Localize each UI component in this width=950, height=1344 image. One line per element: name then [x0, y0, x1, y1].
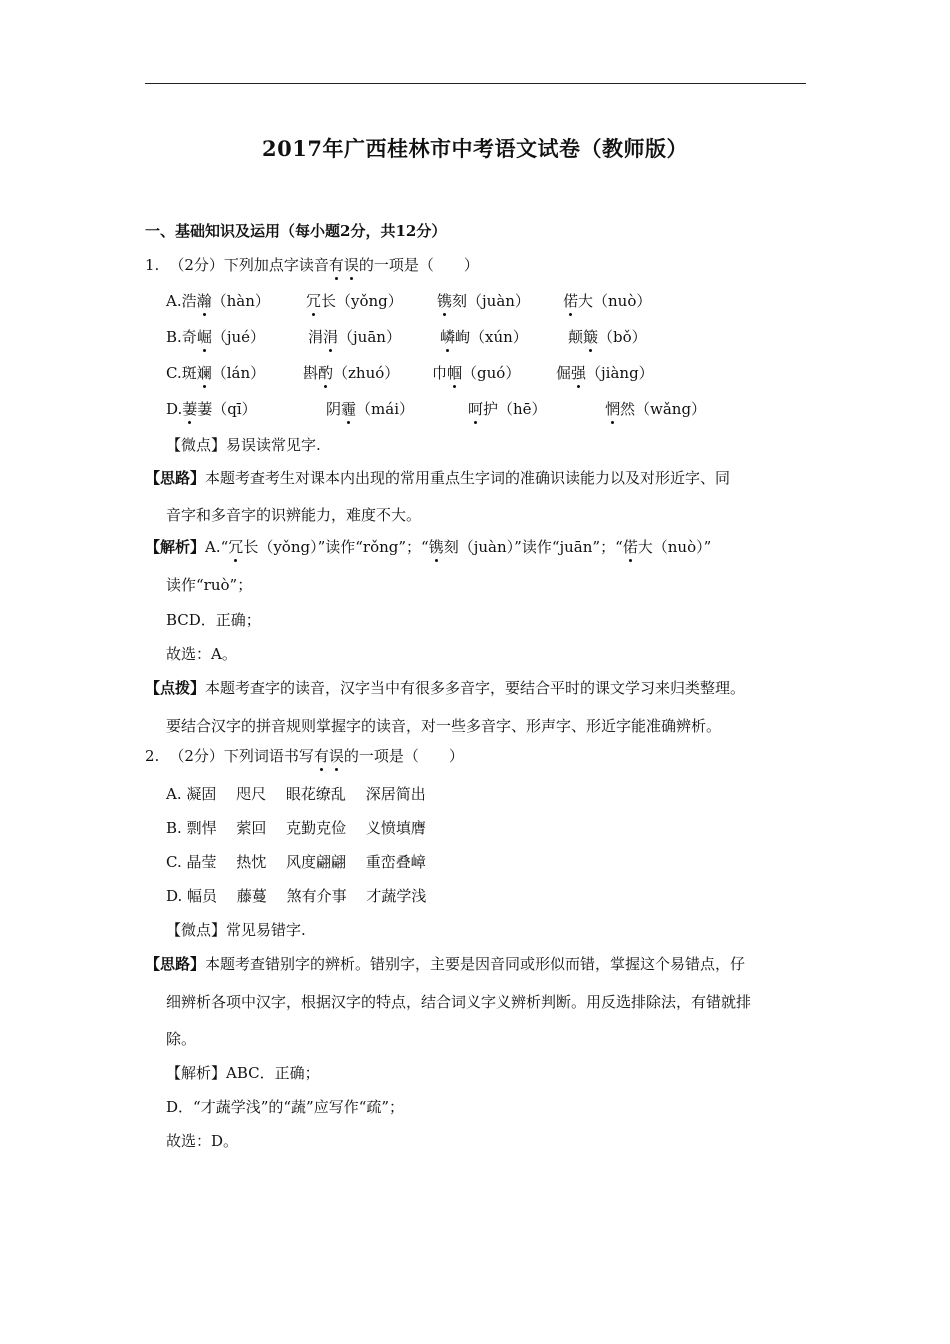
- option-label: D.: [166, 400, 183, 418]
- q1-weidian: 【微点】易误读常见字.: [166, 436, 321, 454]
- option-term: 偌大（nuò）: [563, 292, 652, 310]
- question-number: 1.: [145, 256, 160, 274]
- q1-dianbo: 【点拨】本题考查字的读音，汉字当中有很多多音字，要结合平时的课文学习来归类整理。: [145, 679, 746, 697]
- option-term: 嶙峋（xún）: [440, 328, 528, 346]
- q2-silu-cont: 细辨析各项中汉字，根据汉字的特点，结合词义字义辨析判断。用反选排除法，有错就排: [166, 993, 752, 1011]
- page-title: 2017年广西桂林市中考语文试卷（教师版）: [262, 136, 688, 161]
- option-term: 倔强（jiàng）: [556, 364, 654, 382]
- q2-silu: 【思路】本题考查错别字的辨析。错别字，主要是因音同或形似而错，掌握这个易错点，仔: [145, 955, 746, 973]
- question-score: （2分）: [169, 747, 224, 765]
- q2-option-c: C. 晶莹 热忱 风度翩翩 重峦叠嶂: [166, 853, 426, 871]
- q1-jiexi: 【解析】A.“冗长（yǒng）”读作“rǒng”；“镌刻（juàn）”读作“juān”；“偌大（nuò）”: [145, 538, 712, 556]
- q2-jiexi-d: D．“才蔬学浅”的“蔬”应写作“疏”；: [166, 1098, 405, 1116]
- option-term: 涓涓（juān）: [308, 328, 401, 346]
- q1-silu-cont: 音字和多音字的识辨能力，难度不大。: [166, 506, 422, 524]
- q1-silu: 【思路】本题考查考生对课本内出现的常用重点生字词的准确识读能力以及对形近字、同: [145, 469, 731, 487]
- question-2-stem: 2. （2分）下列词语书写有误的一项是（ ）: [145, 747, 464, 765]
- question-1-stem: 1. （2分）下列加点字读音有误的一项是（ ）: [145, 256, 479, 274]
- q2-weidian: 【微点】常见易错字.: [166, 921, 306, 939]
- q2-answer: 故选：D。: [166, 1132, 239, 1150]
- question-score: （2分）: [169, 256, 224, 274]
- q1-dianbo-cont: 要结合汉字的拼音规则掌握字的读音，对一些多音字、形声字、形近字能准确辨析。: [166, 717, 722, 735]
- q2-option-a: A. 凝固 咫尺 眼花缭乱 深居简出: [166, 785, 426, 803]
- option-term: B.奇崛（jué）: [166, 328, 266, 346]
- option-term: 颠簸（bǒ）: [568, 328, 647, 346]
- option-term: D.萋萋（qī）: [166, 400, 257, 418]
- option-term: 斟酌（zhuó）: [303, 364, 400, 382]
- q2-option-b: B. 剽悍 萦回 克勤克俭 义愤填膺: [166, 819, 426, 837]
- section-heading: 一、基础知识及运用（每小题2分，共12分）: [145, 222, 447, 240]
- option-term: 惘然（wǎng）: [605, 400, 707, 418]
- q2-jiexi: 【解析】ABC．正确；: [166, 1064, 320, 1082]
- q1-jiexi-bcd: BCD．正确；: [166, 611, 261, 629]
- q2-silu-cont2: 除。: [166, 1030, 197, 1048]
- option-label: A.: [166, 292, 182, 310]
- option-term: 冗长（yǒng）: [306, 292, 403, 310]
- option-term: 镌刻（juàn）: [437, 292, 530, 310]
- option-label: C.: [166, 364, 182, 382]
- option-term: 呵护（hē）: [468, 400, 547, 418]
- q1-jiexi-cont: 读作“ruò”；: [166, 576, 253, 594]
- q2-option-d: D. 幅员 藤蔓 煞有介事 才蔬学浅: [166, 887, 427, 905]
- option-term: C.斑斓（lán）: [166, 364, 266, 382]
- option-label: B.: [166, 328, 182, 346]
- option-term: 巾帼（guó）: [432, 364, 521, 382]
- header-rule: [145, 83, 806, 84]
- option-term: A.浩瀚（hàn）: [166, 292, 270, 310]
- question-number: 2.: [145, 747, 160, 765]
- q1-answer: 故选：A。: [166, 645, 237, 663]
- option-term: 阴霾（mái）: [326, 400, 414, 418]
